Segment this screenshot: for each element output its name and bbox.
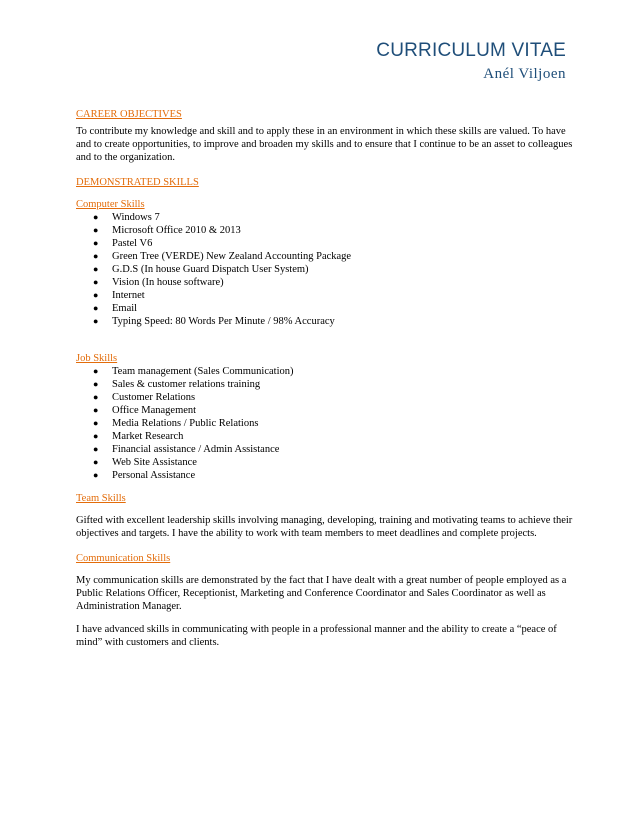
applicant-name: Anél Viljoen <box>483 66 566 82</box>
list-item: ● Green Tree (VERDE) New Zealand Accounting Package <box>93 251 352 262</box>
bullet-icon: ● <box>93 379 99 389</box>
bullet-icon: ● <box>93 457 99 467</box>
bullet-icon: ● <box>93 225 99 235</box>
list-item: ● Team management (Sales Communication) <box>93 366 294 377</box>
bullet-icon: ● <box>93 251 99 261</box>
bullet-icon: ● <box>93 264 99 274</box>
computer-skills-list <box>76 211 576 328</box>
list-item: ● Pastel V6 <box>93 238 153 249</box>
list-item: ● Media Relations / Public Relations <box>93 418 259 429</box>
list-item: ● Internet <box>93 290 145 301</box>
bullet-icon: ● <box>93 366 99 376</box>
document-title: CURRICULUM VITAE <box>376 40 566 61</box>
team-skills-heading: Team Skills <box>76 493 126 504</box>
bullet-icon: ● <box>93 444 99 454</box>
list-item: ● G.D.S (In house Guard Dispatch User System) <box>93 264 309 275</box>
bullet-icon: ● <box>93 277 99 287</box>
career-objectives-heading: CAREER OBJECTIVES <box>76 109 182 120</box>
bullet-icon: ● <box>93 238 99 248</box>
communication-skills-paragraph-1: My communication skills are demonstrated by the fact that I have dealt with a great number of people employed as a Public Relations Officer, Receptionist, Marketing and Conference Coordinator and Sales Coordinator as well as Administration Manager. <box>76 575 567 612</box>
bullet-icon: ● <box>93 431 99 441</box>
team-skills-text: Gifted with excellent leadership skills involving managing, developing, training and motivating teams to achieve their objectives and targets. I have the ability to work with team members to meet deadlines and complete projects. <box>76 515 573 539</box>
list-item: ● Typing Speed: 80 Words Per Minute / 98% Accuracy <box>93 316 335 327</box>
list-item: ● Office Management <box>93 405 197 416</box>
list-item: ● Email <box>93 303 138 314</box>
demonstrated-skills-heading: DEMONSTRATED SKILLS <box>76 177 199 188</box>
list-item: ● Financial assistance / Admin Assistance <box>93 444 280 455</box>
list-item: ● Microsoft Office 2010 & 2013 <box>93 225 241 236</box>
list-item: ● Personal Assistance <box>93 470 196 481</box>
job-skills-heading: Job Skills <box>76 353 118 364</box>
communication-skills-paragraph-2: I have advanced skills in communicating with people in a professional manner and the ability to create a “peace of mind” with customers and clients. <box>76 624 557 648</box>
bullet-icon: ● <box>93 212 99 222</box>
list-item: ● Customer Relations <box>93 392 196 403</box>
list-item: ● Sales & customer relations training <box>93 379 261 390</box>
bullet-icon: ● <box>93 405 99 415</box>
list-item: ● Market Research <box>93 431 184 442</box>
list-item: ● Vision (In house software) <box>93 277 224 288</box>
bullet-icon: ● <box>93 316 99 326</box>
bullet-icon: ● <box>93 418 99 428</box>
bullet-icon: ● <box>93 470 99 480</box>
bullet-icon: ● <box>93 392 99 402</box>
bullet-icon: ● <box>93 303 99 313</box>
communication-skills-heading: Communication Skills <box>76 553 171 564</box>
cv-content <box>76 108 576 649</box>
bullet-icon: ● <box>93 290 99 300</box>
computer-skills-heading: Computer Skills <box>76 199 145 210</box>
list-item: ● Windows 7 <box>93 212 160 223</box>
job-skills-list <box>76 365 576 482</box>
list-item: ● Web Site Assistance <box>93 457 197 468</box>
career-objectives-text: To contribute my knowledge and skill and to apply these in an environment in which these skills are valued. To have and to create opportunities, to improve and broaden my skills and to ensure that I continue to be an asset to colleagues and to the organization. <box>76 126 573 163</box>
